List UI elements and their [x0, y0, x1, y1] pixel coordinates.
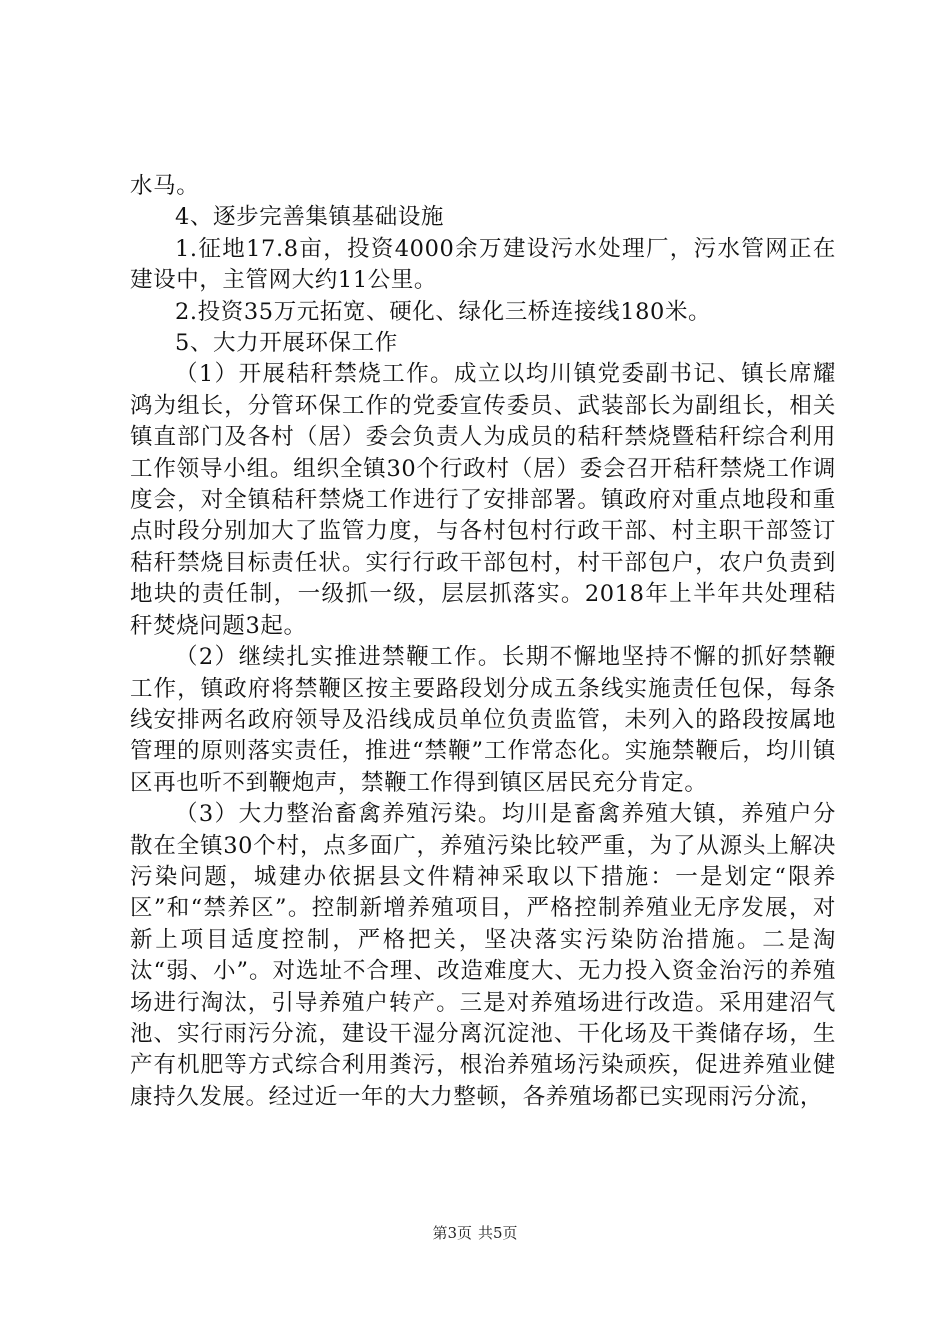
page-number-current: 第3页 [432, 1224, 472, 1242]
paragraph-livestock-pollution: （3）大力整治畜禽养殖污染。均川是畜禽养殖大镇，养殖户分散在全镇30个村，点多面广，养殖污染比较严重，为了从源头上解决污染问题，城建办依据县文件精神采取以下措施：一是划定“限养区”和“禁养区”。控制新增养殖项目，严格控制养殖业无序发展，对新上项目适度控制，严格把关，坚决落实污染防治措施。二是淘汰“弱、小”。对选址不合理、改造难度大、无力投入资金治污的养殖场进行淘汰，引导养殖户转产。三是对养殖场进行改造。采用建沼气池、实行雨污分流，建设干湿分离沉淀池、干化场及干粪储存场，生产有机肥等方式综合利用粪污，根治养殖场污染顽疾，促进养殖业健康持久发展。经过近一年的大力整顿，各养殖场都已实现雨污分流， [130, 801, 836, 1110]
page-number-total: 共5页 [478, 1224, 518, 1242]
paragraph-straw-burning: （1）开展秸秆禁烧工作。成立以均川镇党委副书记、镇长席耀鸿为组长，分管环保工作的党委宣传委员、武装部长为副组长，相关镇直部门及各村（居）委会负责人为成员的秸秆禁烧暨秸秆综合利用工作领导小组。组织全镇30个行政村（居）委会召开秸秆禁烧工作调度会，对全镇秸秆禁烧工作进行了安排部署。镇政府对重点地段和重点时段分别加大了监管力度，与各村包村行政干部、村主职干部签订秸秆禁烧目标责任状。实行行政干部包村，村干部包户，农户负责到地块的责任制，一级抓一级，层层抓落实。2018年上半年共处理秸秆焚烧问题3起。 [130, 361, 836, 639]
paragraph-item-1: 1.征地17.8亩，投资4000余万建设污水处理厂，污水管网正在建设中，主管网大约11公里。 [130, 235, 836, 294]
section-heading-5: 5、大力开展环保工作 [175, 330, 398, 357]
section-heading-4: 4、逐步完善集镇基础设施 [175, 204, 445, 231]
document-body [130, 171, 836, 1113]
paragraph-continuation: 水马。 [130, 173, 200, 199]
paragraph-item-2: 2.投资35万元拓宽、硬化、绿化三桥连接线180米。 [175, 298, 712, 325]
paragraph-firecracker-ban: （2）继续扎实推进禁鞭工作。长期不懈地坚持不懈的抓好禁鞭工作，镇政府将禁鞭区按主要路段划分成五条线实施责任包保，每条线安排两名政府领导及沿线成员单位负责监管，未列入的路段按属地管理的原则落实责任，推进“禁鞭”工作常态化。实施禁鞭后，均川镇区再也听不到鞭炮声，禁鞭工作得到镇区居民充分肯定。 [130, 644, 836, 796]
page-footer [0, 1222, 950, 1243]
